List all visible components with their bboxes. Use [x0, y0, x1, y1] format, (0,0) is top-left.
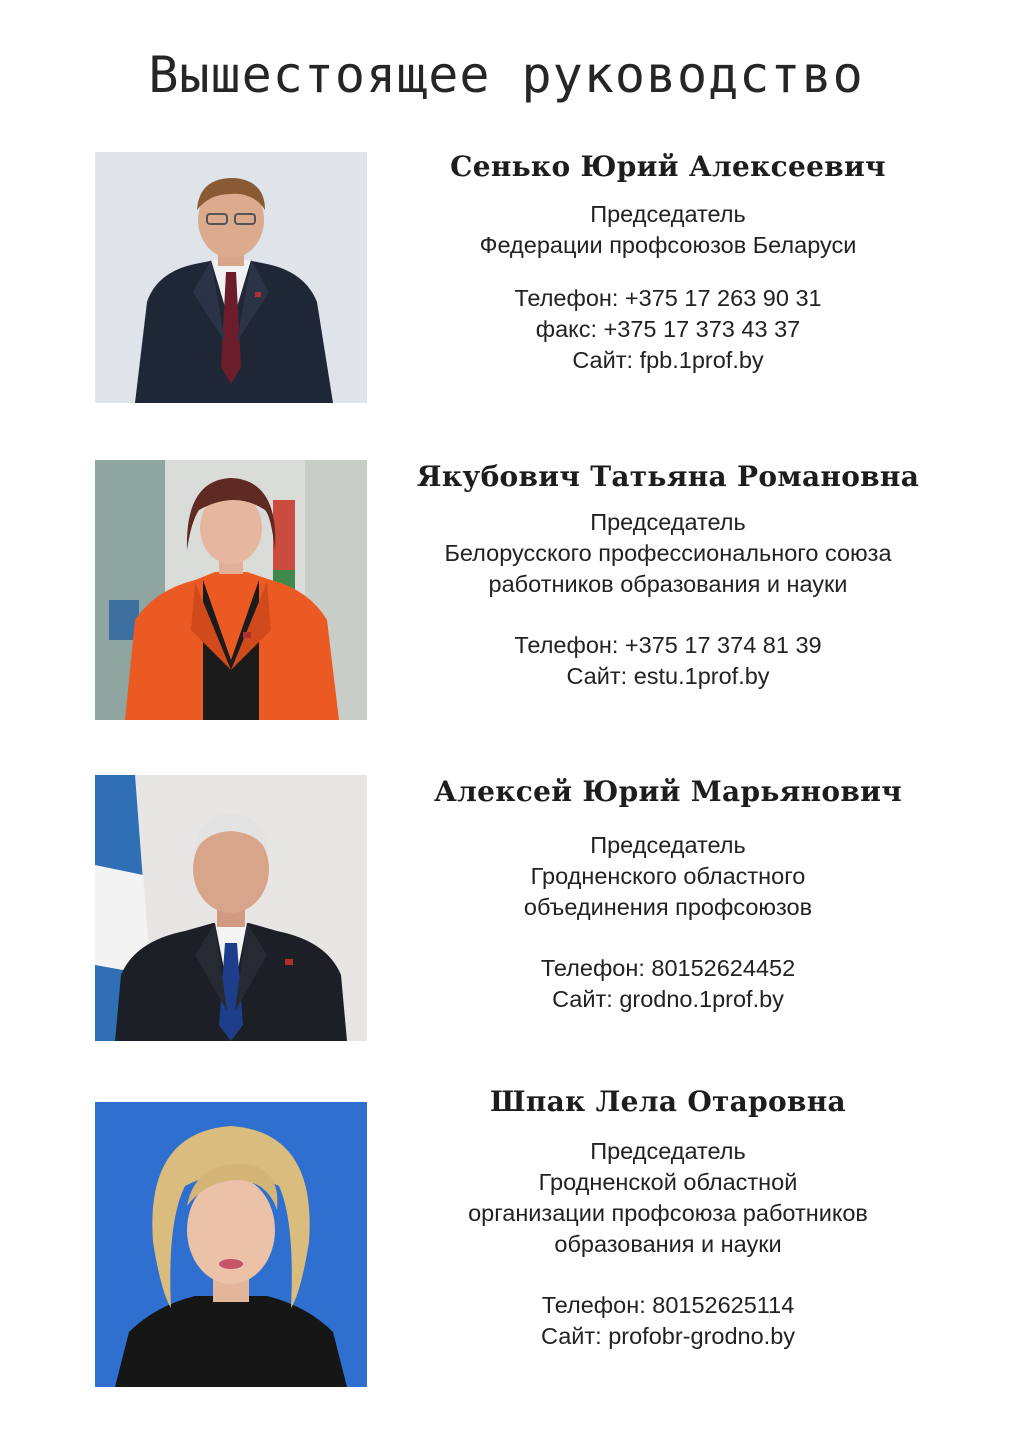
website[interactable]: Сайт: estu.1prof.by — [566, 663, 770, 689]
leader-name: Якубович Татьяна Романовна — [416, 460, 920, 493]
position-line: объединения профсоюзов — [523, 894, 813, 920]
website[interactable]: Сайт: fpb.1prof.by — [572, 347, 764, 373]
position-line: Гродненской областной — [538, 1169, 798, 1195]
leader-card-aleksey — [0, 775, 1012, 1055]
phone: Телефон: +375 17 374 81 39 — [514, 632, 822, 658]
position-line: Федерации профсоюзов Беларуси — [479, 232, 857, 258]
position-line: Председатель — [590, 201, 746, 227]
leader-card-senko — [0, 150, 1012, 430]
phone: Телефон: +375 17 263 90 31 — [514, 285, 822, 311]
leader-name: Сенько Юрий Алексеевич — [450, 150, 886, 183]
leader-info — [390, 460, 946, 692]
portrait-photo — [95, 775, 367, 1041]
position-line: Белорусского профессионального союза — [444, 540, 892, 566]
position-line: Председатель — [590, 832, 746, 858]
position-line: образования и науки — [554, 1231, 782, 1257]
page-title: Вышестоящее руководство — [148, 46, 864, 104]
position-line: работников образования и науки — [488, 571, 848, 597]
portrait-photo — [95, 1102, 367, 1387]
position-line: организации профсоюза работников — [468, 1200, 868, 1226]
phone: Телефон: 80152624452 — [540, 955, 796, 981]
website[interactable]: Сайт: profobr-grodno.by — [540, 1323, 796, 1349]
leader-name: Алексей Юрий Марьянович — [433, 775, 903, 808]
leader-card-yakubovich — [0, 460, 1012, 740]
leader-name: Шпак Лела Отаровна — [490, 1085, 846, 1118]
leader-info — [390, 775, 946, 1015]
position-line: Председатель — [590, 509, 746, 535]
leader-card-shpak — [0, 1085, 1012, 1395]
website[interactable]: Сайт: grodno.1prof.by — [552, 986, 784, 1012]
leader-info — [390, 150, 946, 376]
leader-info — [390, 1085, 946, 1352]
portrait-photo — [95, 152, 367, 403]
position-line: Председатель — [590, 1138, 746, 1164]
fax: факс: +375 17 373 43 37 — [535, 316, 801, 342]
phone: Телефон: 80152625114 — [541, 1292, 795, 1318]
position-line: Гродненского областного — [530, 863, 806, 889]
portrait-photo — [95, 460, 367, 720]
